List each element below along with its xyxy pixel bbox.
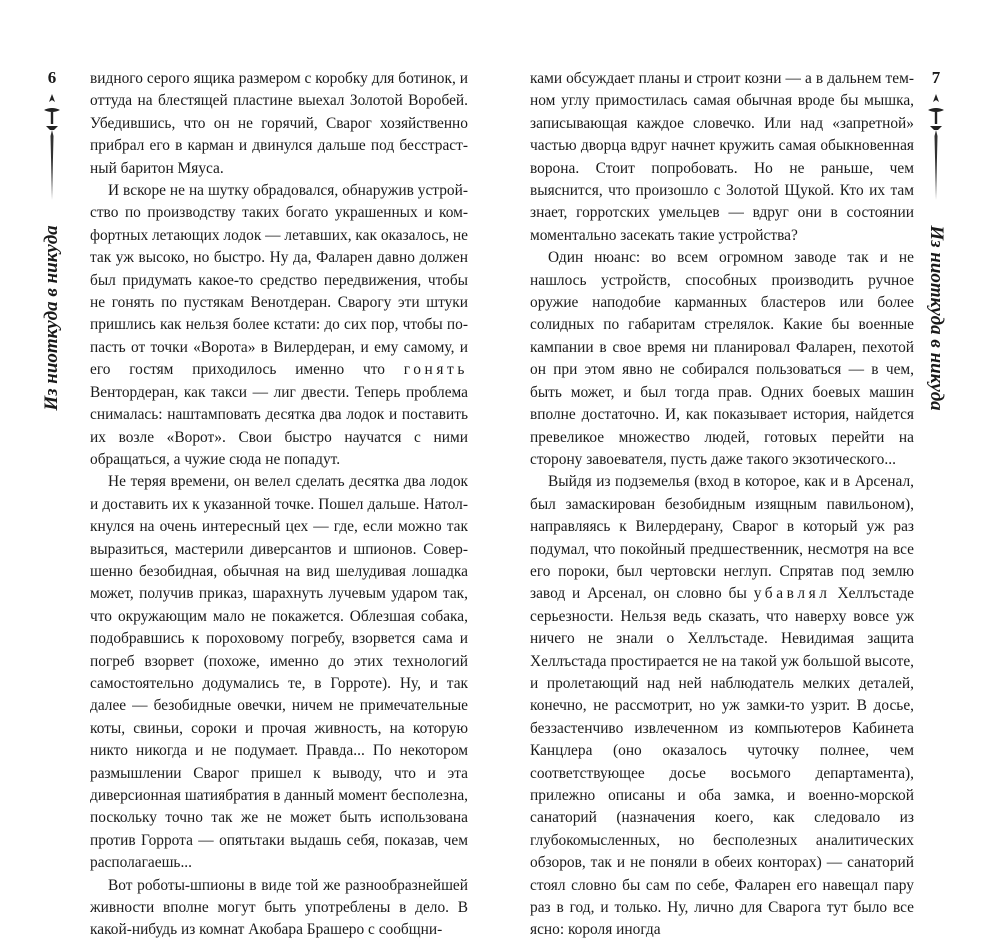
left-margin-runner: [40, 68, 64, 708]
sword-ornament-icon: [924, 88, 948, 208]
sword-ornament-icon: [40, 88, 64, 208]
letterspaced-word: убавлял: [753, 585, 831, 603]
text-column-left: [90, 68, 468, 942]
paragraph: Вот роботы-шпионы в виде той же разнообразнейшей живности вполне могут быть употреблены в дело. В какой-нибудь из комнат Акобара Брашеро с сообщни-: [90, 876, 468, 939]
right-margin-runner: [924, 68, 948, 708]
right-page: [500, 0, 1000, 939]
page-number-right: 7: [931, 68, 941, 87]
paragraph: видного серого ящика размером с коробку для ботинок, и оттуда на блестящей пластине выехал Золотой Воробей. Убедившись, что он не горячий, Сварог хозяйственно прибрал его в карман и двинулся дальше под бесстрастный баритон Мяуса.: [90, 70, 468, 177]
letterspaced-word: гонять: [403, 361, 468, 379]
paragraph: И вскоре не на шутку обрадовался, обнаружив устройство по производству таких богато украшенных и комфортных летающих лодок — летавших, как оказалось, не так уж высоко, но быстро. Ну да, Фаларен давно должен был придумать какое-то средство передвижения, чтобы не гонять по пустякам Венотдеран. Сварогу эти штуки пришлись как нельзя более кстати: до сих пор, чтобы попасть от точки «Ворота» в Вилердеран, и ему самому, и его гостям приходилось именно что гонять Вентордеран, как такси — лиг двести. Теперь проблема снималась: наштамповать десятка два лодок и поставить их возле «Ворот». Свои быстро научатся с ними обращаться, а чужие сюда не попадут.: [90, 182, 469, 468]
running-title-right: Из ниоткуда в никуда: [926, 225, 947, 411]
running-title-left: Из ниоткуда в никуда: [41, 225, 62, 411]
left-page: [0, 0, 500, 939]
paragraph: Выйдя из подземелья (вход в которое, как и в Арсенал, был замаскирован безобидным изящным павильоном), направляясь к Вилердерану, Сварог в который уж раз подумал, что покойный предшественник, несмотря на все его пороки, был чертовски неглуп. Спрятав под землю завод и Арсенал, он словно бы убавлял Хеллъстаде серьезности. Нельзя ведь сказать, что наверху вовсе уж ничего не знали о Хеллъстаде. Невидимая защита Хеллъстада простирается не на такой уж большой высоте, и пролетающий над ней наблюдатель мелких деталей, конечно, не рассмотрит, но уж замки-то узрит. В досье, беззастенчиво извлеченном из компьютеров Кабинета Канцлера (оно оказалось чуточку полнее, чем соответствующее досье восьмого департамента), прилежно описаны и оба замка, и военно-морской санаторий (назначения коего, как следовало из глубокомысленных, но бесполезных аналитических обзоров, так и не поняли в обеих конторах) — санаторий стоял словно бы сам по себе, Фаларен его навещал пару раз в год, и только. Ну, лично для Сварога тут было все ясно: короля иногда: [530, 473, 914, 939]
text-column-right: [530, 68, 914, 942]
page-number-left: 6: [47, 68, 57, 87]
paragraph: ками обсуждает планы и строит козни — а в дальнем темном углу примостилась самая обычная вроде бы мышка, записывающая каждое словечко. Или над «запретной» частью дворца вдруг начнет кружить самая обыкновенная ворона. Стоит попробовать. Но не раньше, чем выяснится, что произошло с Золотой Щукой. Кто их там знает, горротских умельцев — вдруг они в состоянии моментально засекать такие устройства?: [530, 70, 914, 244]
paragraph: Один нюанс: во всем огромном заводе так и не нашлось устройств, способных производить ручное оружие наподобие карманных бластеров или более солидных по габаритам стрелялок. Какие бы военные кампании в свое время ни планировал Фаларен, пехотой он при этом явно не собирался пользоваться — в чем, быть может, и был тогда прав. Одних боевых машин вполне достаточно. И, как показывает история, найдется превеликое множество людей, готовых перейти на сторону завоевателя, пусть даже такого экзотического...: [530, 249, 914, 468]
paragraph: Не теряя времени, он велел сделать десятка два лодок и доставить их к указанной точке. Пошел дальше. Натолкнулся на очень интересный цех — где, если можно так выразиться, мастерили диверсантов и шпионов. Совершенно безобидная, обычная на вид шелудивая лошадка может, получив приказ, шарахнуть лучевым ударом так, что окружающим мало не покажется. Облезшая собака, подобравшись к пороховому погребу, взорвется сама и погреб взорвет (похоже, именно до этих технологий самостоятельно додумались те, в Горроте). Ну, и так далее — безобидные овечки, ничем не примечательные коты, свиньи, сороки и прочая живность, на которую никто никогда и не подумает. Правда... По некотором размышлении Сварог пришел к выводу, что и эта диверсионная шатиябратия в данный момент бесполезна, поскольку точно так же не может быть использована против Горрота — опятьтаки выдашь себя, показав, чем располагаешь...: [90, 473, 468, 872]
